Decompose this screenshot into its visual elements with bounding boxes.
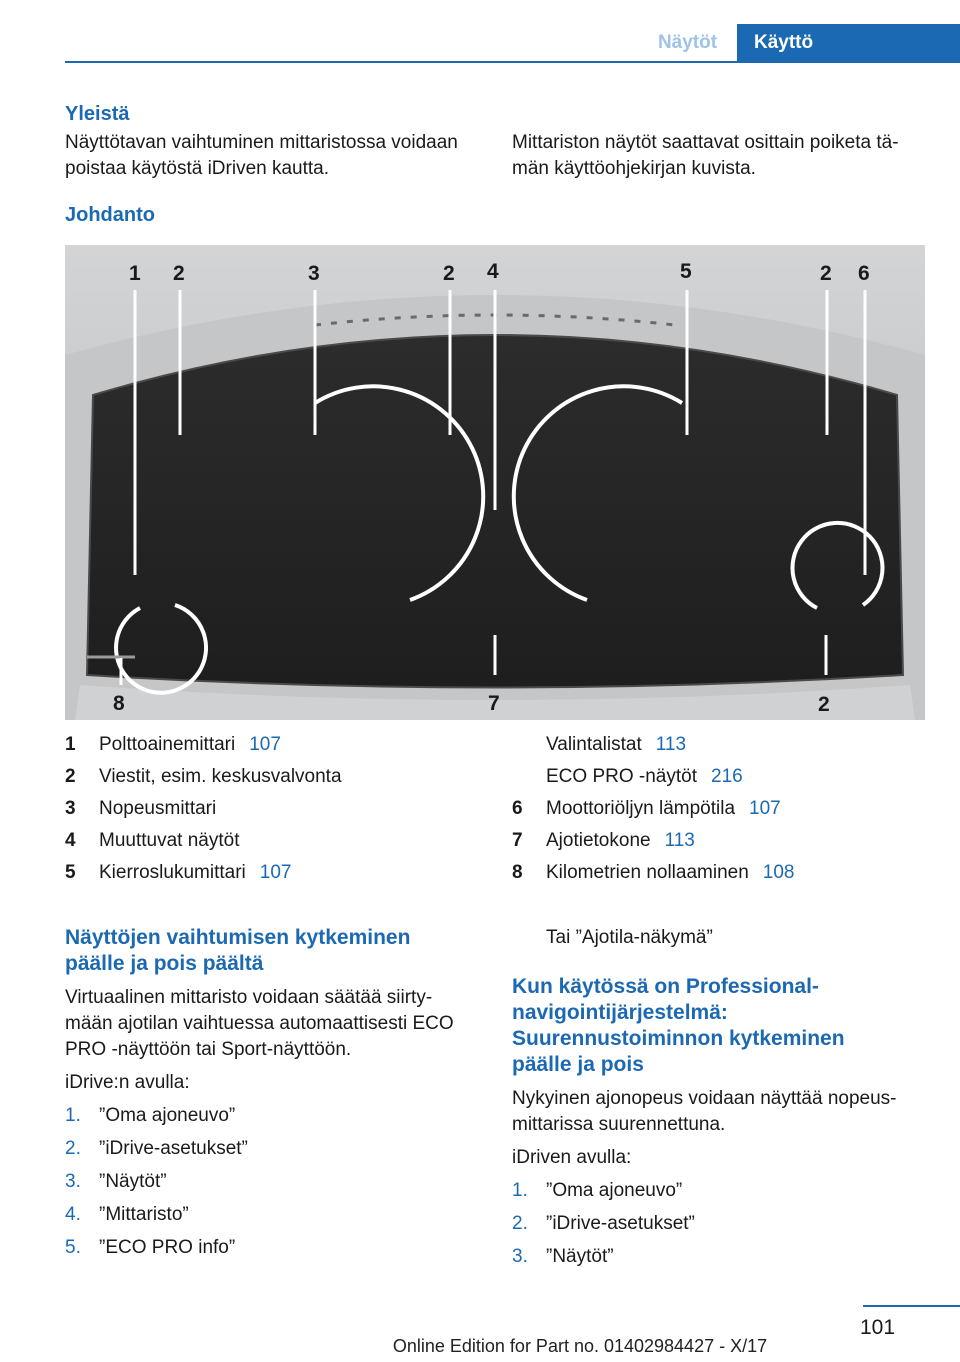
legend-num: 2 (65, 766, 76, 787)
legend-label: Kilometrien nollaaminen 108 (546, 862, 795, 883)
tab-kaytto[interactable]: Käyttö (737, 24, 960, 62)
legend-label: ECO PRO -näytöt 216 (546, 766, 743, 787)
callout-bottom-8: 8 (113, 692, 125, 715)
step-text: ”Näytöt” (99, 1171, 167, 1192)
legend-num: 7 (512, 830, 523, 851)
legend-num: 3 (65, 798, 76, 819)
page-number: 101 (860, 1316, 896, 1339)
page-link[interactable]: 107 (259, 862, 292, 883)
step-text: ”iDrive-asetukset” (99, 1138, 248, 1159)
intro-left-line2: poistaa käytöstä iDriven kautta. (65, 158, 330, 179)
step-text: ”ECO PRO info” (99, 1237, 236, 1258)
legend-label: Polttoainemittari 107 (99, 734, 281, 755)
heading-professional-4: päälle ja pois (512, 1053, 644, 1076)
header-rule (65, 61, 960, 63)
callout-top-1: 1 (129, 262, 141, 285)
callout-top-2a: 2 (173, 262, 185, 285)
left-para-line3: PRO -näyttöön tai Sport-näyttöön. (65, 1039, 352, 1060)
step-number: 2. (512, 1213, 528, 1234)
step-text: ”Näytöt” (546, 1246, 614, 1267)
intro-right-line1: Mittariston näytöt saattavat osittain poiketa tä‐ (512, 132, 899, 153)
left-para-line2: mään ajotilan vaihtuessa automaattisesti ECO (65, 1013, 454, 1034)
legend-label: Valintalistat 113 (546, 734, 687, 755)
heading-professional-1: Kun käytössä on Professional- (512, 975, 819, 998)
legend-num: 8 (512, 862, 523, 883)
callout-top-4: 4 (487, 260, 499, 283)
footer-rule (863, 1305, 960, 1307)
heading-professional-2: navigointijärjestelmä: (512, 1001, 728, 1024)
intro-left-line1: Näyttötavan vaihtuminen mittaristossa voidaan (65, 132, 458, 153)
callout-bottom-2: 2 (818, 693, 830, 716)
heading-yleista: Yleistä (65, 103, 130, 125)
tab-naytot[interactable]: Näytöt (657, 32, 718, 53)
right-idrive-label: iDriven avulla: (512, 1147, 632, 1168)
page-link[interactable]: 108 (762, 862, 795, 883)
legend-num: 1 (65, 734, 76, 755)
legend-num: 6 (512, 798, 523, 819)
legend-label: Kierroslukumittari 107 (99, 862, 292, 883)
step-number: 4. (65, 1204, 81, 1225)
heading-nayttojen-vaihtuminen-2: päälle ja pois päältä (65, 952, 264, 975)
callout-top-5: 5 (680, 260, 692, 283)
intro-right-line2: män käyttöohjekirjan kuvista. (512, 158, 756, 179)
legend-label: Ajotietokone 113 (546, 830, 695, 851)
legend-label: Viestit, esim. keskusvalvonta (99, 766, 342, 787)
instrument-cluster-figure (65, 245, 925, 720)
step-number: 1. (65, 1105, 81, 1126)
step-number: 1. (512, 1180, 528, 1201)
step-text: ”iDrive-asetukset” (546, 1213, 695, 1234)
step-text: ”Oma ajoneuvo” (546, 1180, 683, 1201)
left-idrive-label: iDrive:n avulla: (65, 1072, 190, 1093)
step-number: 2. (65, 1138, 81, 1159)
right-para-line2: mittarissa suurennettuna. (512, 1114, 726, 1135)
page-link[interactable]: 107 (749, 798, 781, 819)
legend-label: Moottoriöljyn lämpötila 107 (546, 798, 781, 819)
legend-label: Muuttuvat näytöt (99, 830, 240, 851)
page-link[interactable]: 216 (711, 766, 743, 787)
legend-label: Nopeusmittari (99, 798, 217, 819)
page-link[interactable]: 107 (249, 734, 281, 755)
callout-top-2b: 2 (443, 262, 455, 285)
callout-top-6: 6 (858, 262, 870, 285)
right-para-line1: Nykyinen ajonopeus voidaan näyttää nopeus‐ (512, 1088, 897, 1109)
heading-nayttojen-vaihtuminen-1: Näyttöjen vaihtumisen kytkeminen (65, 926, 411, 949)
heading-professional-3: Suurennustoiminnon kytkeminen (512, 1027, 845, 1050)
callout-bottom-7: 7 (488, 692, 500, 715)
step-number: 5. (65, 1237, 81, 1258)
page-link[interactable]: 113 (655, 734, 687, 755)
edition-footer: Online Edition for Part no. 01402984427 - X/17 (392, 1336, 768, 1356)
callout-top-3: 3 (308, 262, 320, 285)
legend-num: 4 (65, 830, 76, 851)
right-note: Tai ”Ajotila-näkymä” (546, 927, 713, 948)
left-para-line1: Virtuaalinen mittaristo voidaan säätää siirty‐ (65, 987, 433, 1008)
step-number: 3. (512, 1246, 528, 1267)
step-text: ”Mittaristo” (99, 1204, 189, 1225)
page-link[interactable]: 113 (664, 830, 695, 851)
step-number: 3. (65, 1171, 81, 1192)
legend-num: 5 (65, 862, 76, 883)
heading-johdanto: Johdanto (65, 204, 155, 226)
step-text: ”Oma ajoneuvo” (99, 1105, 236, 1126)
callout-top-2c: 2 (820, 262, 832, 285)
